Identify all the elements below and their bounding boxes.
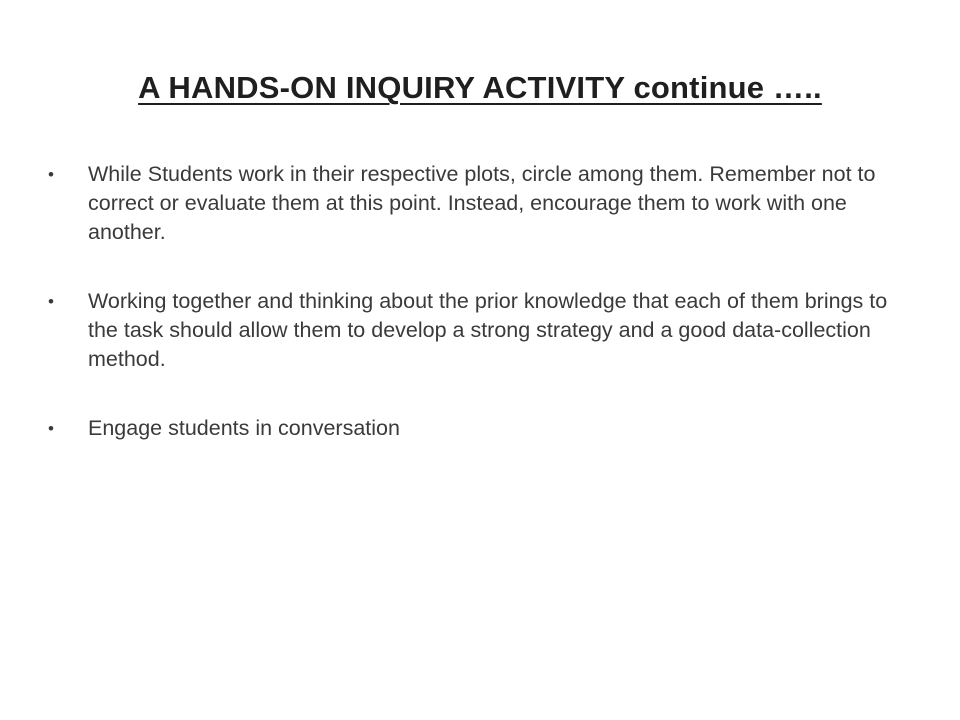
bullet-point-icon: • xyxy=(48,419,54,438)
bullet-point-icon: • xyxy=(48,165,54,184)
slide-title xyxy=(40,70,920,106)
bullet-item xyxy=(48,160,888,247)
slide-title-text: A HANDS-ON INQUIRY ACTIVITY continue ….. xyxy=(138,70,822,105)
bullet-item xyxy=(48,287,888,374)
bullet-text: Working together and thinking about the prior knowledge that each of them brings to the task should allow them to develop a strong strategy and a good data-collection method. xyxy=(88,289,888,371)
bullet-item xyxy=(48,414,888,443)
bullet-text: Engage students in conversation xyxy=(88,416,400,440)
bullet-point-icon: • xyxy=(48,292,54,311)
bullet-list xyxy=(48,160,888,483)
bullet-text: While Students work in their respective plots, circle among them. Remember not to correct or evaluate them at this point. Instead, encourage them to work with one another. xyxy=(88,162,876,244)
